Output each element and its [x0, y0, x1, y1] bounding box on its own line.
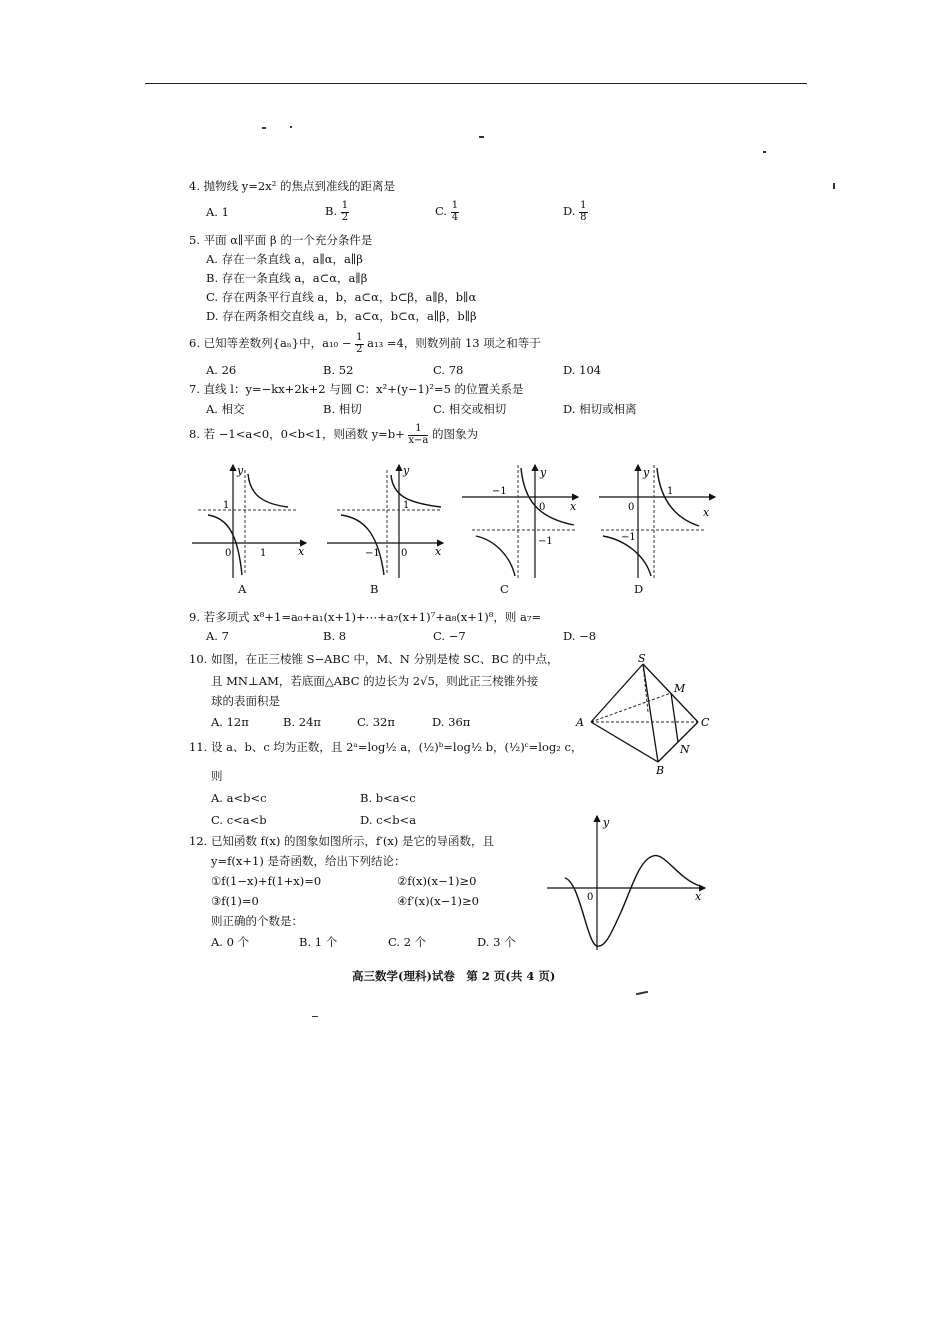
- tick-label: −1: [365, 548, 380, 559]
- curve-upper: [248, 474, 288, 507]
- vertex-label-C: C: [701, 716, 710, 729]
- function-curve: [565, 856, 700, 947]
- q9-option-d: D. −8: [563, 629, 597, 643]
- q9-option-a: A. 7: [206, 629, 229, 643]
- q4-option-d: D. $\frac{1}{8}$: [563, 200, 587, 223]
- q12-option-b: B. 1 个: [299, 935, 338, 949]
- q12-conclusion-2: ②f(x)(x−1)≥0: [397, 874, 477, 888]
- origin-label: 0: [587, 892, 594, 903]
- origin-label: 0: [225, 548, 232, 559]
- q8-graph-a: [188, 460, 310, 580]
- scan-speck: [833, 183, 835, 189]
- origin-label: 0: [401, 548, 408, 559]
- x-label: x: [570, 500, 577, 513]
- q12-option-d: D. 3 个: [477, 935, 516, 949]
- q10-line2: 且 MN⊥AM，若底面△ABC 的边长为 2√5，则此正三棱锥外接: [211, 674, 539, 688]
- q8-graph-d: [595, 460, 721, 580]
- point-label-M: M: [674, 682, 686, 695]
- curve-lower: [341, 515, 384, 575]
- tick-label: −1: [538, 536, 553, 547]
- scan-speck: [479, 136, 484, 138]
- vertex-label-S: S: [638, 652, 646, 665]
- q12-option-a: A. 0 个: [211, 935, 250, 949]
- tick-label: −1: [492, 486, 507, 497]
- vertex-label-B: B: [656, 764, 665, 777]
- page-footer: 高三数学(理科)试卷 第 2 页(共 4 页): [352, 969, 556, 983]
- q8-option-b-label: B: [370, 582, 379, 596]
- q8-graph-b: [323, 460, 449, 580]
- q8-option-a-label: A: [238, 582, 247, 596]
- q10-option-a: A. 12π: [211, 715, 249, 729]
- tick-label: 1: [223, 500, 230, 511]
- q4-option-c: C. $\frac{1}{4}$: [435, 200, 459, 223]
- q8-stem: 8. 若 −1<a<0，0<b<1，则函数 y=b+ $\frac{1}{x-a}$ 的图象为: [189, 423, 479, 446]
- q6-option-a: A. 26: [206, 363, 237, 377]
- q6-option-d: D. 104: [563, 363, 602, 377]
- q10-option-b: B. 24π: [283, 715, 321, 729]
- q6-stem: 6. 已知等差数列{aₙ}中，a₁₀ − $\frac{1}{2}$ a₁₃ =4，则数列前 13 项之和等于: [189, 332, 541, 355]
- origin-label: 0: [539, 502, 546, 513]
- q7-option-c: C. 相交或相切: [433, 402, 507, 416]
- vertex-label-A: A: [576, 716, 584, 729]
- q11-stem: 11. 设 a、b、c 均为正数，且 2ᵃ=log½ a，(½)ᵇ=log½ b，(½)ᶜ=log₂ c，: [189, 740, 583, 754]
- q11-then: 则: [211, 769, 223, 783]
- q11-option-a: A. a<b<c: [211, 791, 267, 805]
- q6-option-c: C. 78: [433, 363, 464, 377]
- y-label: y: [643, 466, 650, 479]
- scan-speck: [290, 126, 292, 128]
- q7-option-a: A. 相交: [206, 402, 245, 416]
- q10-option-d: D. 36π: [432, 715, 471, 729]
- q7-stem: 7. 直线 l：y=−kx+2k+2 与圆 C：x²+(y−1)²=5 的位置关系是: [189, 382, 524, 396]
- x-label: x: [298, 545, 305, 558]
- q12-conclusion-3: ③f(1)=0: [211, 894, 259, 908]
- q10-pyramid-figure: [570, 652, 720, 777]
- origin-label: 0: [628, 502, 635, 513]
- q4-stem: 4. 抛物线 y=2x² 的焦点到准线的距离是: [189, 179, 395, 193]
- q10-line1: 10. 如图，在正三棱锥 S−ABC 中，M、N 分别是棱 SC、BC 的中点，: [189, 652, 559, 666]
- tick-label: 1: [260, 548, 267, 559]
- header-rule: [145, 83, 807, 84]
- edge-SB: [643, 664, 658, 762]
- scan-speck: [636, 991, 648, 995]
- q5-stem: 5. 平面 α∥平面 β 的一个充分条件是: [189, 233, 373, 247]
- q11-option-c: C. c<a<b: [211, 813, 267, 827]
- q10-line3: 球的表面积是: [211, 694, 280, 708]
- q12-conclusion-1: ①f(1−x)+f(1+x)=0: [211, 874, 322, 888]
- q11-option-b: B. b<a<c: [360, 791, 416, 805]
- q12-option-c: C. 2 个: [388, 935, 427, 949]
- q12-ask: 则正确的个数是：: [211, 914, 303, 928]
- q7-option-d: D. 相切或相离: [563, 402, 637, 416]
- tick-label: −1: [621, 532, 636, 543]
- q12-line1: 12. 已知函数 f(x) 的图象如图所示，f′(x) 是它的导函数，且: [189, 834, 494, 848]
- q11-option-d: D. c<b<a: [360, 813, 417, 827]
- curve-lower: [208, 515, 242, 575]
- scan-speck: [312, 1016, 318, 1017]
- scan-speck: [262, 127, 266, 129]
- curve-lower: [476, 536, 515, 576]
- scan-speck: [763, 151, 766, 153]
- q8-option-c-label: C: [500, 582, 509, 596]
- q10-option-c: C. 32π: [357, 715, 395, 729]
- q5-option-c: C. 存在两条平行直线 a，b，a⊂α，b⊂β，a∥β，b∥α: [206, 290, 477, 304]
- q5-option-a: A. 存在一条直线 a，a∥α，a∥β: [206, 252, 363, 266]
- x-label: x: [695, 890, 702, 903]
- q12-line2: y=f(x+1) 是奇函数，给出下列结论：: [211, 854, 406, 868]
- y-label: y: [603, 816, 610, 829]
- tick-label: 1: [403, 500, 410, 511]
- x-label: x: [703, 506, 710, 519]
- q12-function-graph: [545, 812, 710, 952]
- q8-graph-c: [458, 460, 584, 580]
- q12-conclusion-4: ④f′(x)(x−1)≥0: [397, 894, 479, 908]
- q9-option-c: C. −7: [433, 629, 466, 643]
- q6-option-b: B. 52: [323, 363, 354, 377]
- q9-option-b: B. 8: [323, 629, 347, 643]
- q5-option-b: B. 存在一条直线 a，a⊂α，a∥β: [206, 271, 368, 285]
- q4-option-a: A. 1: [206, 205, 229, 219]
- x-label: x: [435, 545, 442, 558]
- point-label-N: N: [680, 743, 690, 756]
- edge-AB: [591, 722, 658, 762]
- segment-AM: [591, 693, 671, 722]
- tick-label: 1: [667, 486, 674, 497]
- q9-stem: 9. 若多项式 x⁸+1=a₀+a₁(x+1)+⋯+a₇(x+1)⁷+a₈(x+1)⁸，则 a₇=: [189, 610, 542, 624]
- y-label: y: [403, 464, 410, 477]
- edge-SC: [643, 664, 698, 722]
- y-label: y: [237, 464, 244, 477]
- y-label: y: [540, 466, 547, 479]
- q4-option-b: B. $\frac{1}{2}$: [325, 200, 349, 223]
- q5-option-d: D. 存在两条相交直线 a，b，a⊂α，b⊂α，a∥β，b∥β: [206, 309, 477, 323]
- q7-option-b: B. 相切: [323, 402, 362, 416]
- q8-option-d-label: D: [634, 582, 644, 596]
- edge-SA: [591, 664, 643, 722]
